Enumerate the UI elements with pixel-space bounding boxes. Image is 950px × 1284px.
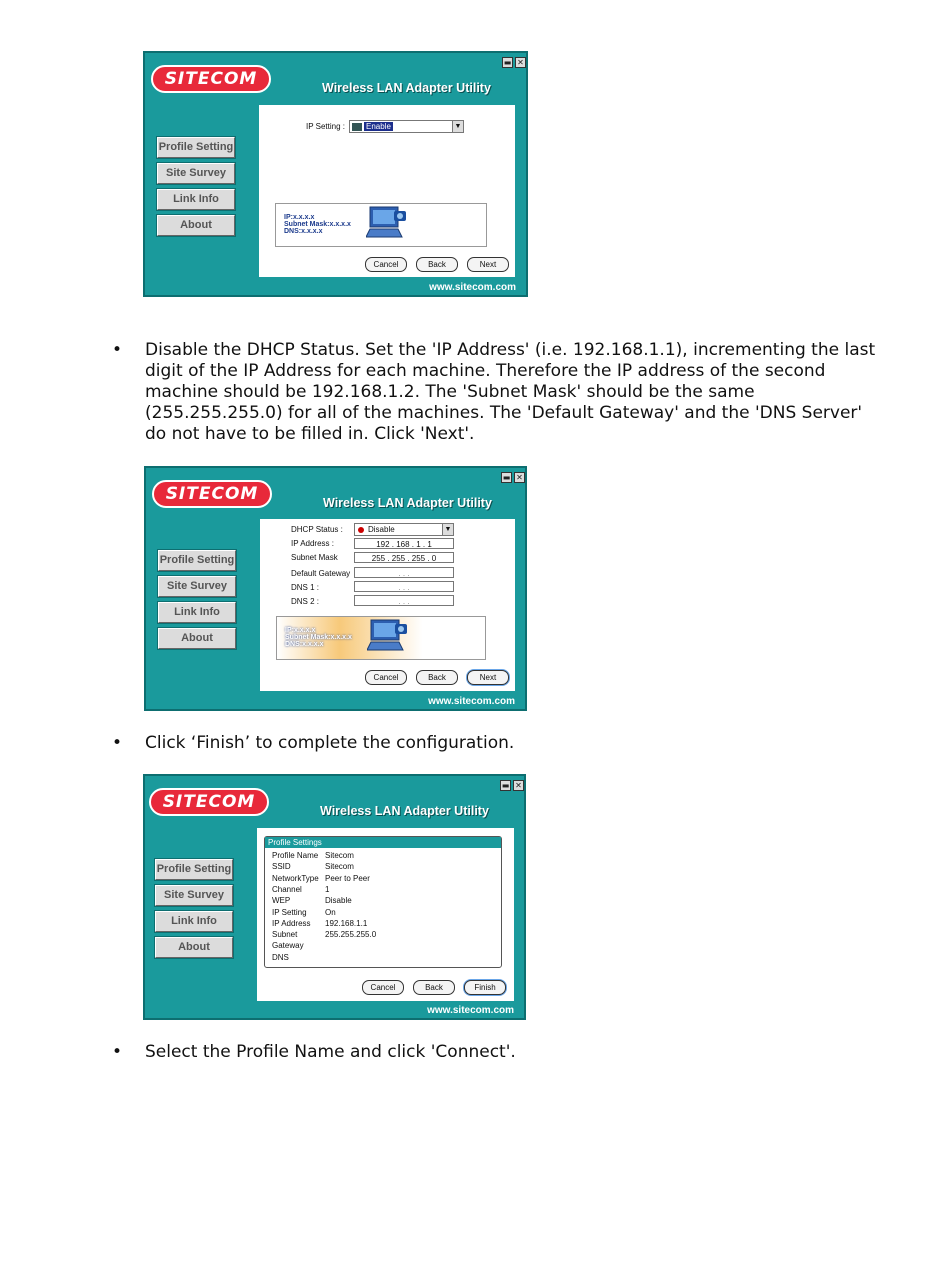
chevron-down-icon[interactable]: ▼ [452,121,463,132]
content-panel [259,105,515,277]
instruction-dhcp: Disable the DHCP Status. Set the 'IP Address' (i.e. 192.168.1.1), incrementing the last digit of the IP Address for each machine. Therefore the IP address of the second machine should be 192.168.1.2. The 'Subnet Mask' should be the same (255.255.255.0) for all of the machines. The 'Default Gateway' and the 'DNS Server' do not have to be filled in. Click 'Next'. [145,340,876,444]
subnet-mask-label: Subnet Mask [291,553,338,562]
settings-value: Peer to Peer [325,873,370,883]
settings-row [272,862,492,873]
utility-window-profile-settings [143,774,526,1020]
window-title: Wireless LAN Adapter Utility [322,81,491,95]
content-panel [260,519,515,691]
settings-value: Sitecom [325,862,354,872]
dns1-field[interactable]: . . . [354,581,454,592]
settings-value: On [325,907,336,917]
settings-row [272,851,492,862]
ip-setting-select[interactable] [349,120,464,133]
ip-note-graphic [276,616,486,660]
close-icon[interactable]: ✕ [515,57,526,68]
settings-key: Channel [272,884,302,894]
settings-row [272,896,492,907]
profile-settings-title: Profile Settings [265,837,501,848]
nav-link-info[interactable]: Link Info [157,189,235,210]
nav-about[interactable]: About [158,628,236,649]
settings-row [272,908,492,919]
settings-key: Subnet [272,930,298,940]
nav-site-survey[interactable]: Site Survey [158,576,236,597]
bullet: • [112,1042,123,1062]
nav-profile-setting[interactable]: Profile Setting [158,550,236,571]
settings-row [272,874,492,885]
subnet-mask-field[interactable]: 255 . 255 . 255 . 0 [354,552,454,563]
back-button[interactable]: Back [416,257,458,272]
sitecom-url: www.sitecom.com [427,1005,514,1016]
ip-note-graphic [275,203,487,247]
utility-window-ip-address [144,466,527,711]
sitecom-url: www.sitecom.com [428,696,515,707]
instruction-finish: Click ‘Finish’ to complete the configuration. [145,733,515,753]
laptop-icon [366,205,408,243]
settings-value: Disable [325,896,352,906]
ip-setting-label: IP Setting : [306,122,345,131]
settings-value: 255.255.255.0 [325,930,377,940]
laptop-icon [367,618,409,656]
settings-key: WEP [272,896,291,906]
window-title: Wireless LAN Adapter Utility [320,804,489,818]
close-icon[interactable]: ✕ [513,780,524,791]
nav-profile-setting[interactable]: Profile Setting [155,859,233,880]
network-icon [352,123,362,131]
dns2-label: DNS 2 : [291,597,320,606]
utility-window-ip-setting [143,51,528,297]
dhcp-status-value: Disable [368,525,395,534]
sitecom-logo: SITECOM [151,65,271,93]
content-panel [257,828,514,1001]
nav-site-survey[interactable]: Site Survey [157,163,235,184]
nav-link-info[interactable]: Link Info [158,602,236,623]
settings-row [272,953,492,964]
settings-key: Profile Name [272,851,319,860]
finish-button[interactable]: Finish [464,980,506,995]
cancel-button[interactable]: Cancel [365,670,407,685]
settings-row [272,919,492,930]
next-button[interactable]: Next [467,257,509,272]
settings-row [272,941,492,952]
settings-key: NetworkType [272,873,319,883]
nav-site-survey[interactable]: Site Survey [155,885,233,906]
settings-row [272,885,492,896]
ip-setting-value: Enable [366,122,391,131]
window-title: Wireless LAN Adapter Utility [323,496,492,510]
status-dot-icon [358,527,364,533]
dns1-label: DNS 1 : [291,583,320,592]
settings-key: Gateway [272,941,304,951]
nav-about[interactable]: About [157,215,235,236]
nav-profile-setting[interactable]: Profile Setting [157,137,235,158]
settings-key: IP Address [272,918,311,928]
bullet: • [112,733,123,753]
settings-value: 1 [325,884,330,894]
settings-key: DNS [272,952,289,962]
minimize-icon[interactable]: ▬ [502,473,511,482]
default-gateway-label: Default Gateway [291,569,351,578]
settings-value: Sitecom [325,851,354,860]
default-gateway-field[interactable]: . . . [354,567,454,578]
bullet: • [112,340,123,360]
nav-about[interactable]: About [155,937,233,958]
sitecom-logo: SITECOM [152,480,272,508]
minimize-icon[interactable]: ▬ [503,58,512,67]
cancel-button[interactable]: Cancel [362,980,404,995]
settings-value: 192.168.1.1 [325,918,368,928]
instruction-connect: Select the Profile Name and click 'Connect'. [145,1042,516,1062]
settings-row [272,930,492,941]
close-icon[interactable]: ✕ [514,472,525,483]
dns2-field[interactable]: . . . [354,595,454,606]
profile-settings-box [264,836,502,968]
sitecom-logo: SITECOM [149,788,269,816]
ip-note-text: IP:x.x.x.x Subnet Mask:x.x.x.x DNS:x.x.x.x [284,214,351,235]
chevron-down-icon[interactable]: ▼ [442,524,453,535]
settings-key: SSID [272,862,291,872]
dhcp-status-label: DHCP Status : [291,525,343,534]
sitecom-url: www.sitecom.com [429,282,516,293]
ip-address-field[interactable]: 192 . 168 . 1 . 1 [354,538,454,549]
dhcp-status-select[interactable] [354,523,454,536]
ip-address-label: IP Address : [291,539,334,548]
nav-link-info[interactable]: Link Info [155,911,233,932]
back-button[interactable]: Back [413,980,455,995]
cancel-button[interactable]: Cancel [365,257,407,272]
next-button[interactable]: Next [467,670,509,685]
minimize-icon[interactable]: ▬ [501,781,510,790]
back-button[interactable]: Back [416,670,458,685]
settings-key: IP Setting [272,907,307,917]
ip-note-text: IP:x.x.x.x Subnet Mask:x.x.x.x DNS:x.x.x.x [285,627,352,648]
